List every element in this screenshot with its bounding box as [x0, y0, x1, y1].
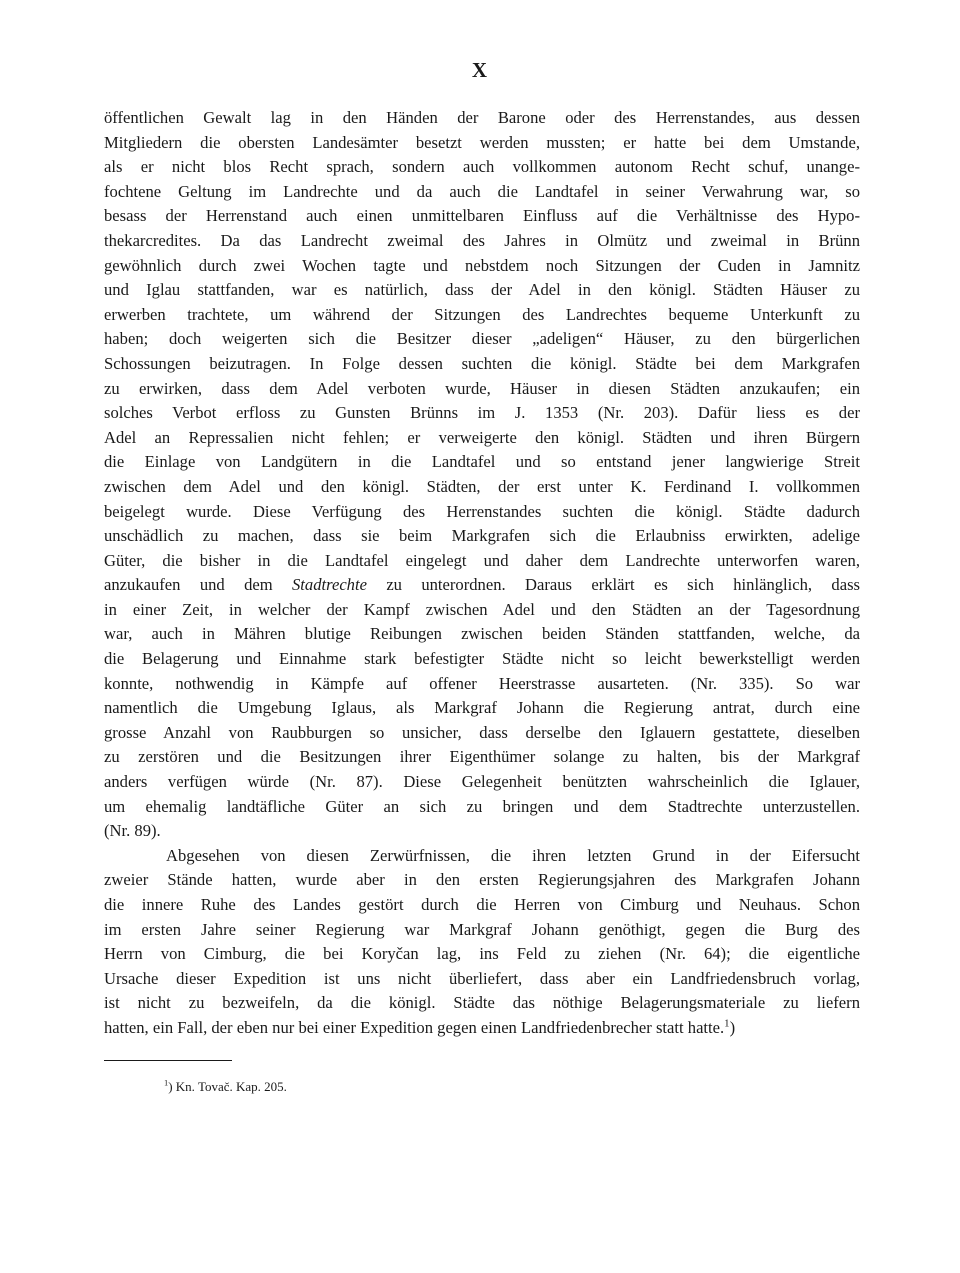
text-line: zu erwirken, dass dem Adel verboten wurde, Häuser in diesen Städten anzukaufen; ein [104, 378, 860, 398]
text-line: Adel an Repressalien nicht fehlen; er verweigerte den königl. Städten und ihren Bürgern [104, 427, 860, 447]
text-line: beigelegt wurde. Diese Verfügung des Herrenstandes suchten die königl. Städte dadurch [104, 501, 860, 521]
text-line: grosse Anzahl von Raubburgen so unsicher, dass derselbe den Iglauern gestattete, dieselben [104, 722, 860, 742]
line-segment: hatten, ein Fall, der eben nur bei einer Expedition gegen einen Landfriedenbrecher statt hatte. [104, 1017, 725, 1037]
footnote-text: ) Kn. Tovač. Kap. 205. [168, 1079, 287, 1094]
text-line: um ehemalig landtäfliche Güter an sich zu bringen und dem Stadtrechte unterzustellen. [104, 796, 860, 816]
text-line: thekarcredites. Da das Landrecht zweimal des Jahres in Olmütz und zweimal in Brünn [104, 230, 860, 250]
text-line: solches Verbot erfloss zu Gunsten Brünns im J. 1353 (Nr. 203). Dafür liess es der [104, 403, 860, 423]
text-line: unschädlich zu machen, dass sie beim Markgrafen sich die Erlaubniss erwirkten, adelige [104, 526, 860, 546]
text-line: (Nr. 89). [104, 821, 161, 841]
text-line: die innere Ruhe des Landes gestört durch die Herren von Cimburg und Neuhaus. Schon [104, 895, 860, 914]
text-line: in einer Zeit, in welcher der Kampf zwischen Adel und den Städten an der Tagesordnung [104, 599, 860, 619]
emphasized-term: Stadtrechte [292, 575, 367, 595]
line-segment: ) [729, 1017, 736, 1037]
text-line: zu zerstören und die Besitzungen ihrer Eigenthümer solange zu halten, bis der Markgraf [104, 747, 860, 767]
text-line: und Iglau stattfanden, war es natürlich, dass der Adel in den königl. Städten Häuser zu [104, 280, 860, 300]
text-line: als er nicht blos Recht sprach, sondern auch vollkommen autonom Recht schuf, unange- [104, 157, 860, 177]
text-line: Herrn von Cimburg, die bei Koryčan lag, ins Feld zu ziehen (Nr. 64); die eigentliche [104, 944, 860, 964]
body-text [104, 106, 860, 1041]
text-line: zwischen dem Adel und den königl. Städten, der erst unter K. Ferdinand I. vollkommen [104, 476, 860, 496]
text-line: fochtene Geltung im Landrechte und da auch die Landtafel in seiner Verwahrung war, so [104, 181, 860, 201]
footnote-marker: 1 [164, 1077, 169, 1088]
text-line: gewöhnlich durch zwei Wochen tagte und nebstdem noch Sitzungen der Cuden in Jamnitz [104, 255, 860, 275]
footnote [164, 1078, 287, 1096]
text-line: besass der Herrenstand auch einen unmittelbaren Einfluss auf die Verhältnisse des Hypo- [104, 206, 860, 226]
text-line [104, 1016, 860, 1041]
text-line: anders verfügen würde (Nr. 87). Diese Gelegenheit benützten wahrscheinlich die Iglauer, [104, 772, 860, 792]
text-line: war, auch in Mähren blutige Reibungen zwischen beiden Ständen stattfanden, welche, da [104, 624, 860, 644]
text-line: Ursache dieser Expedition ist uns nicht überliefert, dass aber ein Landfriedensbruch vorlag, [104, 968, 860, 988]
text-line: konnte, nothwendig in Kämpfe auf offener Heerstrasse ausarteten. (Nr. 335). So war [104, 673, 860, 693]
page-number: X [471, 58, 489, 82]
text-line: ist nicht zu bezweifeln, da die königl. Städte das nöthige Belagerungsmateriale zu liefern [104, 993, 860, 1013]
text-line: die Belagerung und Einnahme stark befestigter Städte nicht so leicht bewerkstelligt werden [104, 649, 860, 669]
text-line: öffentlichen Gewalt lag in den Händen der Barone oder des Herrenstandes, aus dessen [104, 108, 860, 127]
text-line: haben; doch weigerten sich die Besitzer dieser „adeligen“ Häuser, zu den bürgerlichen [104, 329, 860, 349]
line-segment: anzukaufen und dem [104, 575, 292, 595]
text-line: namentlich die Umgebung Iglaus, als Markgraf Johann die Regierung antrat, durch eine [104, 698, 860, 718]
text-line: Güter, die bisher in die Landtafel eingelegt und daher dem Landrechte unterworfen waren, [104, 550, 860, 570]
text-line: die Einlage von Landgütern in die Landtafel und so entstand jener langwierige Streit [104, 452, 860, 472]
footnote-divider [104, 1060, 232, 1061]
text-line: Mitgliedern die obersten Landesämter besetzt werden mussten; er hatte bei dem Umstande, [104, 132, 860, 152]
text-line [104, 573, 860, 598]
text-line: Schossungen beizutragen. In Folge dessen suchten die königl. Städte bei dem Markgrafen [104, 353, 860, 373]
line-segment: zu unterordnen. Daraus erklärt es sich hinlänglich, dass [366, 575, 860, 595]
footnote-reference: 1 [724, 1017, 730, 1030]
text-line: Abgesehen von diesen Zerwürfnissen, die ihren letzten Grund in der Eifersucht [166, 845, 860, 865]
text-line: im ersten Jahre seiner Regierung war Markgraf Johann genöthigt, gegen die Burg des [104, 919, 860, 939]
text-line: erwerben trachtete, um während der Sitzungen des Landrechtes bequeme Unterkunft zu [104, 304, 860, 324]
text-line: zweier Stände hatten, wurde aber in den ersten Regierungsjahren des Markgrafen Johann [104, 870, 860, 890]
